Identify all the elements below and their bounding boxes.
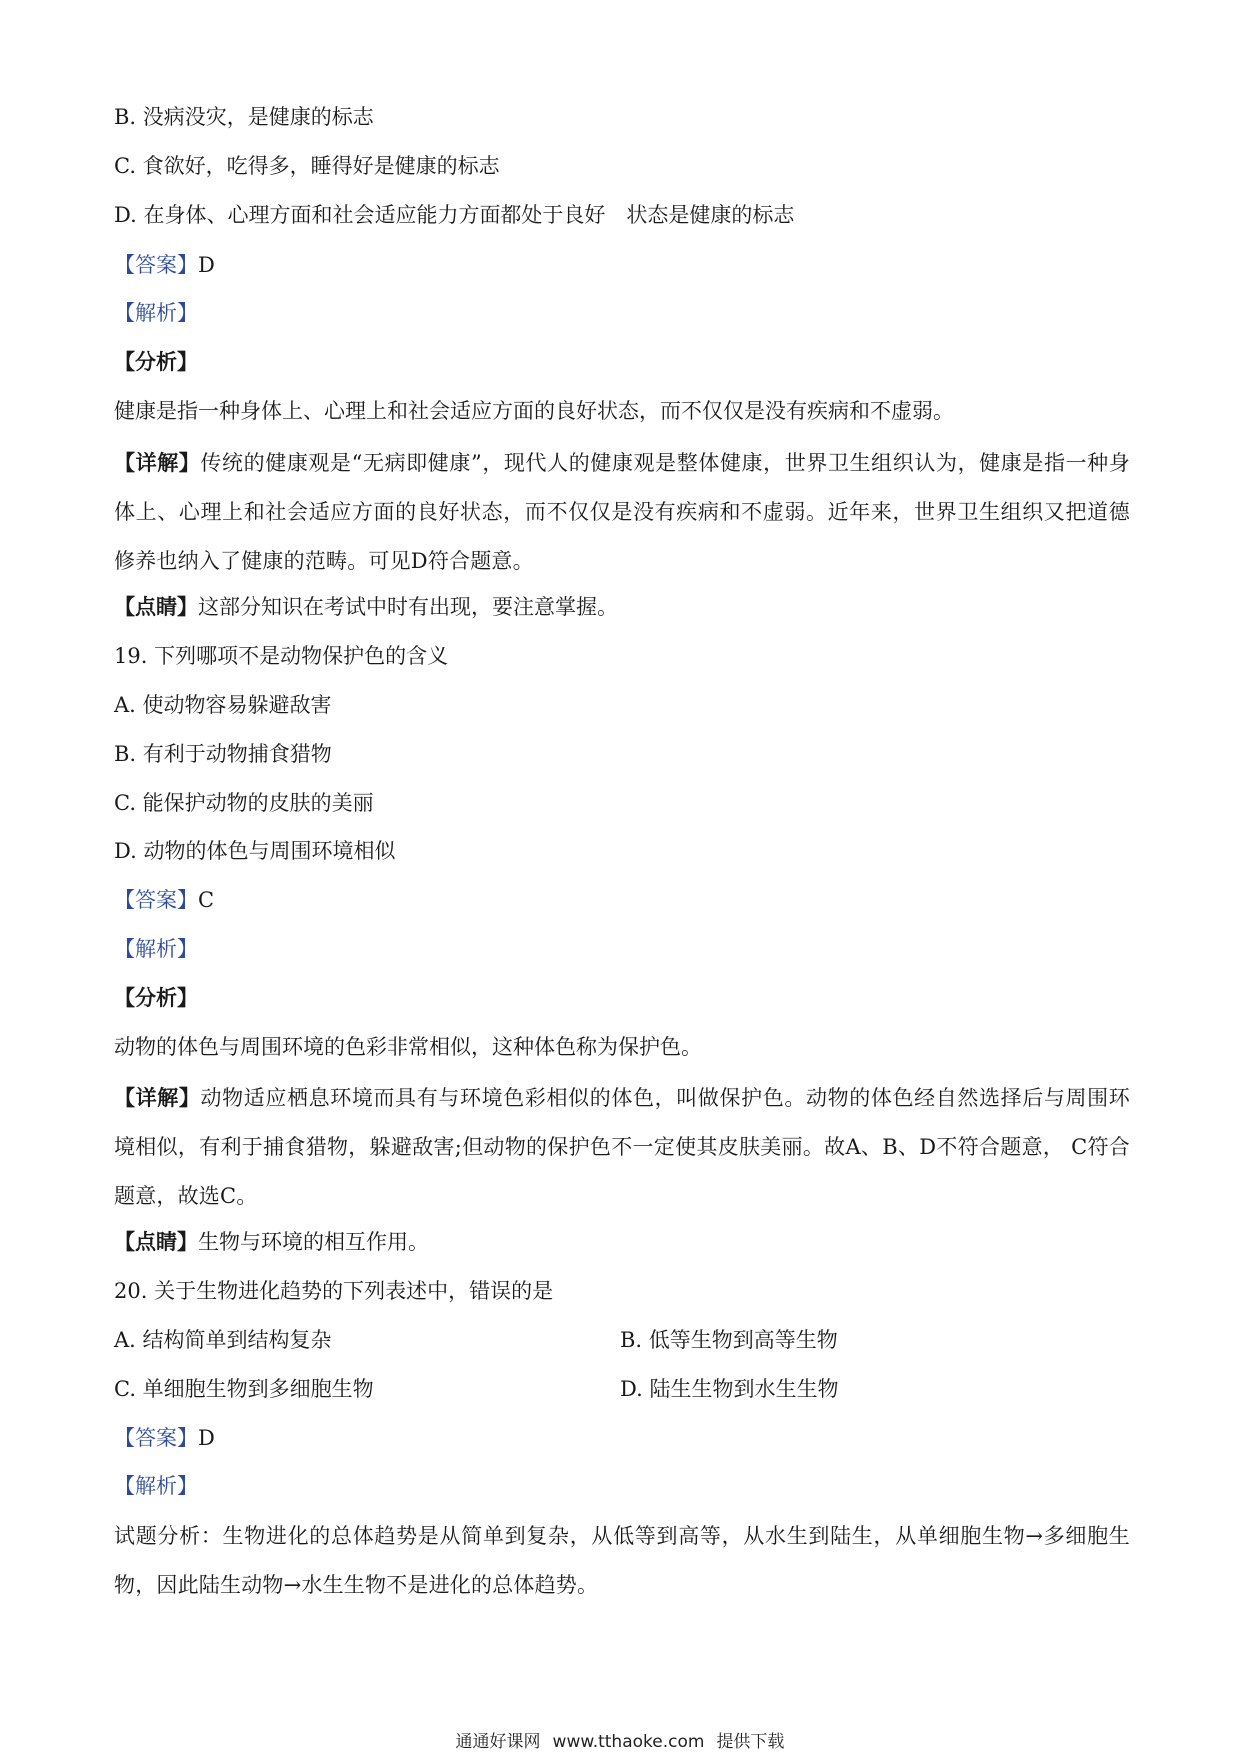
q19-dianjing (114, 1227, 1130, 1257)
detail-text: 传统的健康观是“无病即健康”，现代人的健康观是整体健康，世界卫生组织认为，健康是指一种身体上、心理上和社会适应方面的良好状态，而不仅仅是没有疾病和不虚弱。近年来，世界卫生组织又把道德修养也纳入了健康的范畴。可见D符合题意。 (114, 451, 1130, 573)
q20-option-b: B. 低等生物到高等生物 (620, 1328, 838, 1352)
footer-url[interactable]: www.tthaoke.com (552, 1732, 705, 1752)
q18-option-d: D. 在身体、心理方面和社会适应能力方面都处于良好 状态是健康的标志 (114, 203, 795, 227)
q19-option-b: B. 有利于动物捕食猎物 (114, 742, 332, 766)
detail-label: 【详解】 (114, 1085, 201, 1110)
q19-question: 19. 下列哪项不是动物保护色的含义 (114, 644, 449, 668)
q18-detail (114, 438, 1130, 586)
q20-option-d: D. 陆生生物到水生生物 (620, 1377, 839, 1401)
answer-label: 【答案】 (114, 888, 198, 912)
q19-option-c: C. 能保护动物的皮肤的美丽 (114, 791, 374, 815)
answer-value: D (198, 253, 215, 277)
answer-label: 【答案】 (114, 1426, 198, 1450)
dianjing-label: 【点睛】 (114, 594, 198, 619)
answer-value: D (198, 1426, 215, 1450)
q18-fenxi-label: 【分析】 (114, 349, 198, 374)
answer-value: C (198, 888, 215, 912)
q20-analysis-label: 【解析】 (114, 1474, 198, 1498)
q20-option-a: A. 结构简单到结构复杂 (114, 1328, 332, 1352)
footer-site-name: 通通好课网 (455, 1732, 541, 1752)
q19-analysis-label: 【解析】 (114, 937, 198, 961)
q18-analysis-label: 【解析】 (114, 301, 198, 325)
q18-dianjing (114, 592, 1130, 622)
q19-detail (114, 1073, 1130, 1221)
detail-text: 动物适应栖息环境而具有与环境色彩相似的体色，叫做保护色。动物的体色经自然选择后与周围环境相似，有利于捕食猎物，躲避敌害;但动物的保护色不一定使其皮肤美丽。故A、B、D不符合题意， C符合题意，故选C。 (114, 1086, 1130, 1208)
footer-provide: 提供下载 (716, 1732, 785, 1752)
q18-option-c: C. 食欲好，吃得多，睡得好是健康的标志 (114, 154, 500, 178)
dianjing-text: 这部分知识在考试中时有出现，要注意掌握。 (198, 595, 618, 619)
q19-option-a: A. 使动物容易躲避敌害 (114, 693, 332, 717)
answer-label: 【答案】 (114, 253, 198, 277)
q20-question: 20. 关于生物进化趋势的下列表述中，错误的是 (114, 1279, 554, 1303)
detail-label: 【详解】 (114, 450, 201, 475)
q20-analysis-text: 试题分析：生物进化的总体趋势是从简单到复杂，从低等到高等，从水生到陆生，从单细胞生物→多细胞生物，因此陆生动物→水生生物不是进化的总体趋势。 (114, 1524, 1130, 1597)
q19-fenxi-label: 【分析】 (114, 985, 198, 1010)
q20-answer (114, 1423, 1130, 1453)
q18-answer (114, 250, 1130, 280)
q18-fenxi-text: 健康是指一种身体上、心理上和社会适应方面的良好状态，而不仅仅是没有疾病和不虚弱。 (114, 399, 954, 423)
q19-option-d: D. 动物的体色与周围环境相似 (114, 839, 396, 863)
q20-option-c: C. 单细胞生物到多细胞生物 (114, 1377, 374, 1401)
page-footer (0, 1727, 1240, 1752)
q18-option-b: B. 没病没灾，是健康的标志 (114, 105, 374, 129)
dianjing-text: 生物与环境的相互作用。 (198, 1230, 429, 1254)
q19-answer (114, 885, 1130, 915)
q19-fenxi-text: 动物的体色与周围环境的色彩非常相似，这种体色称为保护色。 (114, 1035, 702, 1059)
dianjing-label: 【点睛】 (114, 1229, 198, 1254)
